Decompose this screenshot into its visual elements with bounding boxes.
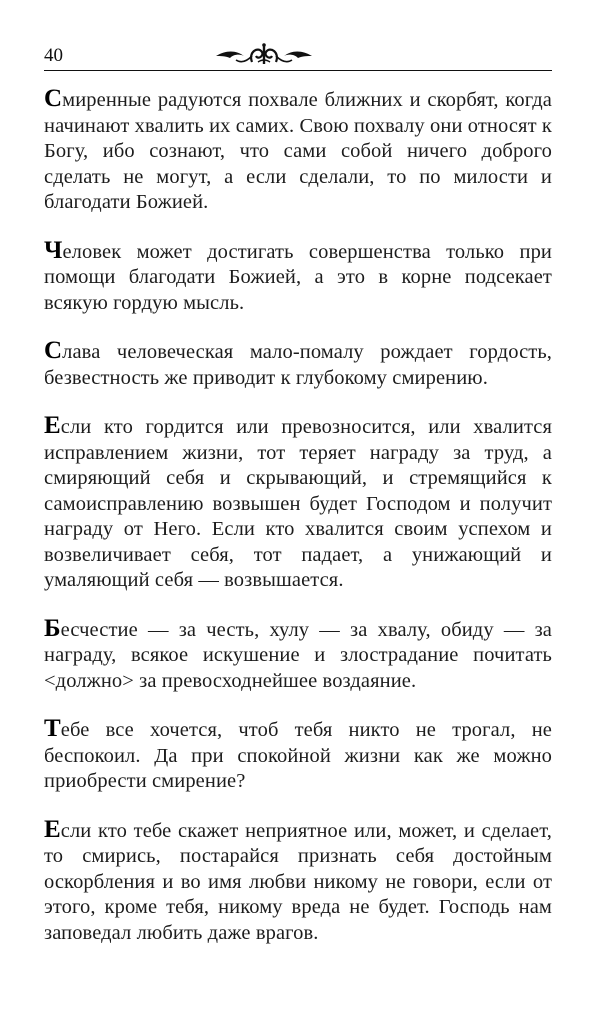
drop-initial: Ч bbox=[44, 236, 63, 264]
paragraph bbox=[44, 716, 552, 795]
paragraph bbox=[44, 238, 552, 317]
paragraph bbox=[44, 413, 552, 594]
page-header bbox=[44, 38, 552, 71]
page-number: 40 bbox=[44, 45, 63, 66]
drop-initial: С bbox=[44, 85, 63, 112]
paragraph-text: миренные радуются похвале ближних и скорбят, когда начинают хвалить их самих. Свою похвалу они относят к Богу, ибо сознают, что сами собой ничего доброго сделать не могут, а если сделали, то по милости и благодати Божией. bbox=[44, 89, 552, 213]
paragraph-text: ебе все хочется, чтоб тебя никто не трогал, не беспокоил. Да при спокойной жизни как же можно приобрести смирение? bbox=[44, 719, 552, 792]
paragraph bbox=[44, 616, 552, 695]
paragraph-text: сли кто гордится или превозносится, или хвалится исправлением жизни, тот теряет награду за труд, а смиряющий себя и скрывающий, и стремящийся к самоисправлению возвышен будет Господом и получит награду от Него. Если кто хвалится своим успехом и возвеличивает себя, тот падает, а унижающий и умаляющий себя — возвышается. bbox=[44, 416, 552, 591]
paragraph-text: лава человеческая мало-помалу рождает гордость, безвестность же приводит к глубокому смирению. bbox=[44, 341, 552, 389]
paragraph-text: есчестие — за честь, хулу — за хвалу, обиду — за награду, всякое искушение и злострадание почитать <должно> за превосходнейшее воздаяние. bbox=[44, 618, 552, 692]
paragraph-text: сли кто тебе скажет неприятное или, может, и сделает, то смирись, постарайся признать себя достойным оскорбления и во имя любви никому не говори, если от этого, кроме тебя, никому вреда не будет. Господь нам заповедал любить даже врагов. bbox=[44, 819, 552, 944]
paragraph-text: еловек может достигать совершенства только при помощи благодати Божией, а это в корне подсекает всякую гордую мысль. bbox=[44, 240, 552, 314]
paragraph bbox=[44, 338, 552, 391]
paragraph bbox=[44, 86, 552, 216]
drop-initial: Е bbox=[44, 815, 61, 843]
drop-initial: С bbox=[44, 337, 63, 364]
decorative-flourish-icon bbox=[214, 42, 314, 66]
drop-initial: Б bbox=[44, 614, 61, 642]
paragraph bbox=[44, 817, 552, 947]
drop-initial: Е bbox=[44, 412, 61, 439]
page-body bbox=[44, 86, 552, 968]
drop-initial: Т bbox=[44, 715, 61, 742]
